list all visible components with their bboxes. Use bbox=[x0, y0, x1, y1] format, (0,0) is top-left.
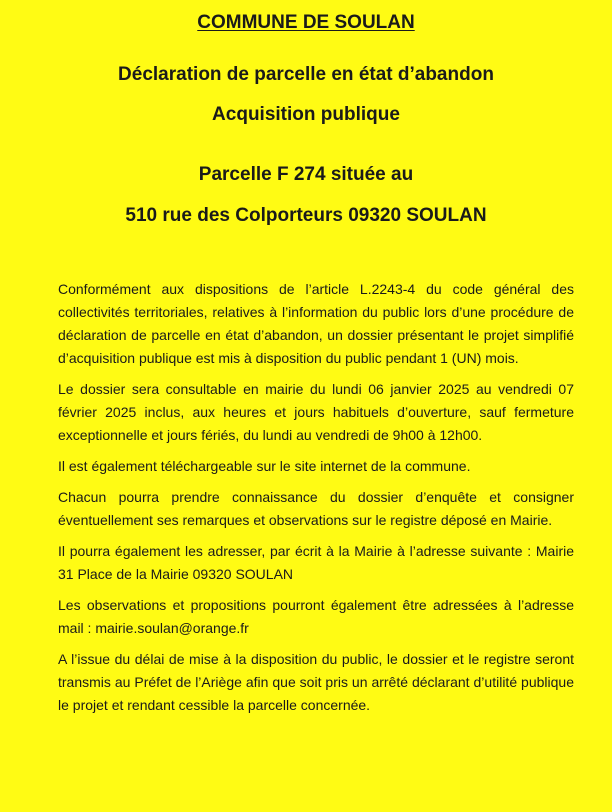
paragraph-email: Les observations et propositions pourront également être adressées à l’adresse mail : mairie.soulan@orange.fr bbox=[58, 597, 574, 636]
paragraph-register: Chacun pourra prendre connaissance du dossier d’enquête et consigner éventuellement ses remarques et observations sur le registre déposé en Mairie. bbox=[58, 489, 574, 528]
notice-title: Déclaration de parcelle en état d’abandon bbox=[118, 64, 494, 85]
parcel-address: 510 rue des Colporteurs 09320 SOULAN bbox=[125, 205, 487, 226]
notice-body bbox=[58, 278, 574, 725]
paragraph-download: Il est également téléchargeable sur le site internet de la commune. bbox=[58, 458, 471, 474]
notice-subtitle: Acquisition publique bbox=[212, 104, 400, 125]
paragraph-postal-address: Il pourra également les adresser, par écrit à la Mairie à l’adresse suivante : Mairie 31 Place de la Mairie 09320 SOULAN bbox=[58, 543, 574, 582]
parcel-reference: Parcelle F 274 située au bbox=[198, 164, 414, 185]
paragraph-legal-basis: Conformément aux dispositions de l’article L.2243-4 du code général des collectivités territoriales, relatives à l’information du public lors d’une procédure de déclaration de parcelle en état d’abandon, un dossier présentant le projet simplifié d’acquisition publique est mis à disposition du public pendant 1 (UN) mois. bbox=[58, 281, 574, 366]
paragraph-prefect: A l’issue du délai de mise à la disposition du public, le dossier et le registre seront transmis au Préfet de l’Ariège afin que soit pris un arrêté déclarant d’utilité publique le projet et rendant cessible la parcelle concernée. bbox=[58, 651, 574, 713]
commune-heading: COMMUNE DE SOULAN bbox=[197, 12, 415, 33]
paragraph-consultation-dates: Le dossier sera consultable en mairie du lundi 06 janvier 2025 au vendredi 07 février 2025 inclus, aux heures et jours habituels d’ouverture, sauf fermeture exceptionnelle et jours fériés, du lundi au vendredi de 9h00 à 12h00. bbox=[58, 381, 574, 443]
